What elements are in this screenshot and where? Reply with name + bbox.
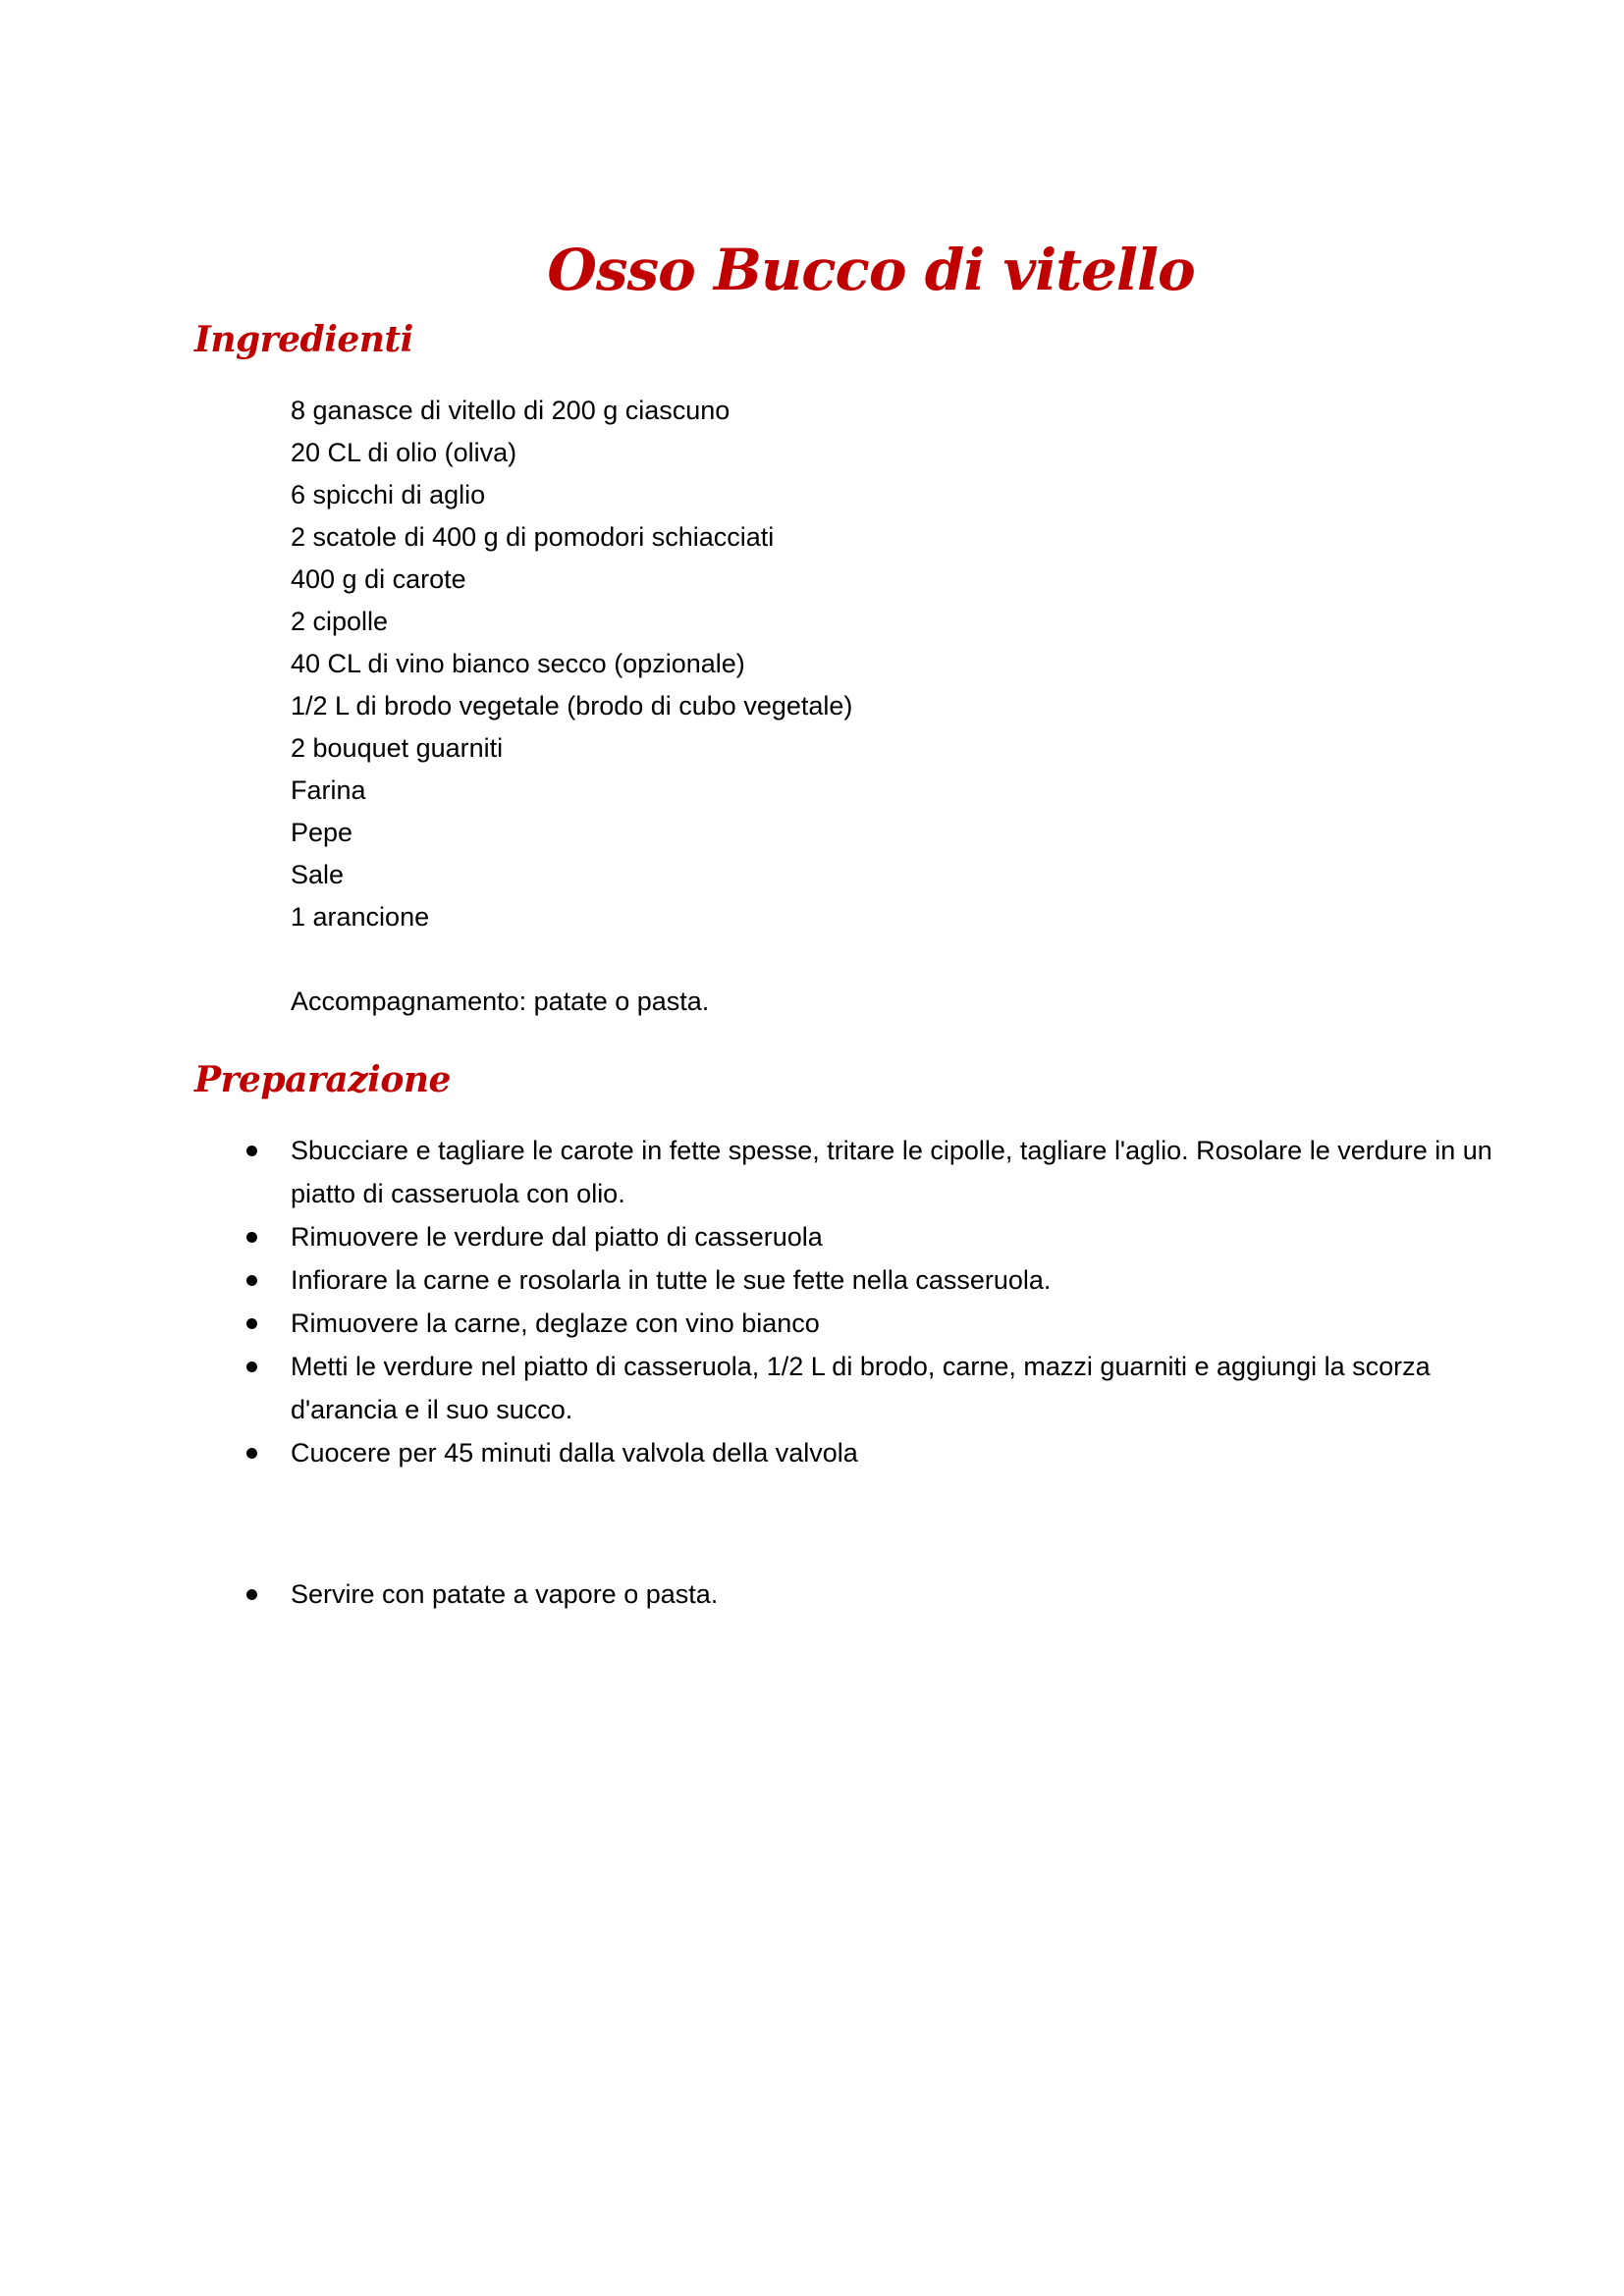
preparation-step [291, 1258, 1518, 1302]
preparation-steps-list [291, 1129, 1518, 1474]
ingredient-item: Farina [291, 775, 366, 805]
preparation-step-text: Rimuovere le verdure dal piatto di casseruola [291, 1222, 823, 1252]
ingredient-item: 6 spicchi di aglio [291, 480, 486, 509]
ingredient-item: 400 g di carote [291, 564, 466, 594]
bullet-icon [246, 1275, 257, 1286]
preparation-step [291, 1302, 1518, 1345]
bullet-icon [246, 1318, 257, 1329]
preparation-step [291, 1345, 1518, 1431]
ingredient-item: 1/2 L di brodo vegetale (brodo di cubo vegetale) [291, 691, 853, 721]
preparation-step-text: Rimuovere la carne, deglaze con vino bianco [291, 1308, 820, 1338]
preparation-heading: Preparazione [194, 1059, 451, 1100]
ingredients-list [291, 390, 852, 938]
ingredient-item: 2 scatole di 400 g di pomodori schiacciati [291, 522, 775, 552]
ingredient-item: Sale [291, 860, 345, 889]
preparation-step [291, 1431, 1518, 1474]
preparation-step-text: Sbucciare e tagliare le carote in fette spesse, tritare le cipolle, tagliare l'aglio. Rosolare le verdure in un piatto di casseruola con olio. [291, 1136, 1492, 1208]
ingredient-item: Pepe [291, 818, 353, 847]
ingredient-item: 2 bouquet guarniti [291, 733, 504, 763]
bullet-icon [246, 1589, 257, 1600]
ingredient-item: 1 arancione [291, 902, 430, 932]
preparation-step [291, 1215, 1518, 1258]
bullet-icon [246, 1146, 257, 1156]
bullet-icon [246, 1448, 257, 1459]
bullet-icon [246, 1362, 257, 1372]
preparation-step [291, 1129, 1518, 1215]
bullet-icon [246, 1232, 257, 1243]
page-title: Osso Bucco di vitello [547, 236, 1195, 303]
final-step-list [291, 1573, 1518, 1616]
preparation-step-text: Infiorare la carne e rosolarla in tutte le sue fette nella casseruola. [291, 1265, 1052, 1295]
ingredient-item: 8 ganasce di vitello di 200 g ciascuno [291, 396, 731, 425]
ingredient-item: 2 cipolle [291, 607, 389, 636]
preparation-step-text: Servire con patate a vapore o pasta. [291, 1579, 719, 1609]
preparation-step-text: Metti le verdure nel piatto di casseruola, 1/2 L di brodo, carne, mazzi guarniti e aggiungi la scorza d'arancia e il suo succo. [291, 1352, 1431, 1424]
accompaniment-note: Accompagnamento: patate o pasta. [291, 987, 710, 1016]
preparation-step-text: Cuocere per 45 minuti dalla valvola della valvola [291, 1438, 858, 1468]
ingredient-item: 20 CL di olio (oliva) [291, 438, 517, 467]
ingredients-heading: Ingredienti [194, 319, 413, 360]
preparation-step [291, 1573, 1518, 1616]
ingredient-item: 40 CL di vino bianco secco (opzionale) [291, 649, 745, 678]
